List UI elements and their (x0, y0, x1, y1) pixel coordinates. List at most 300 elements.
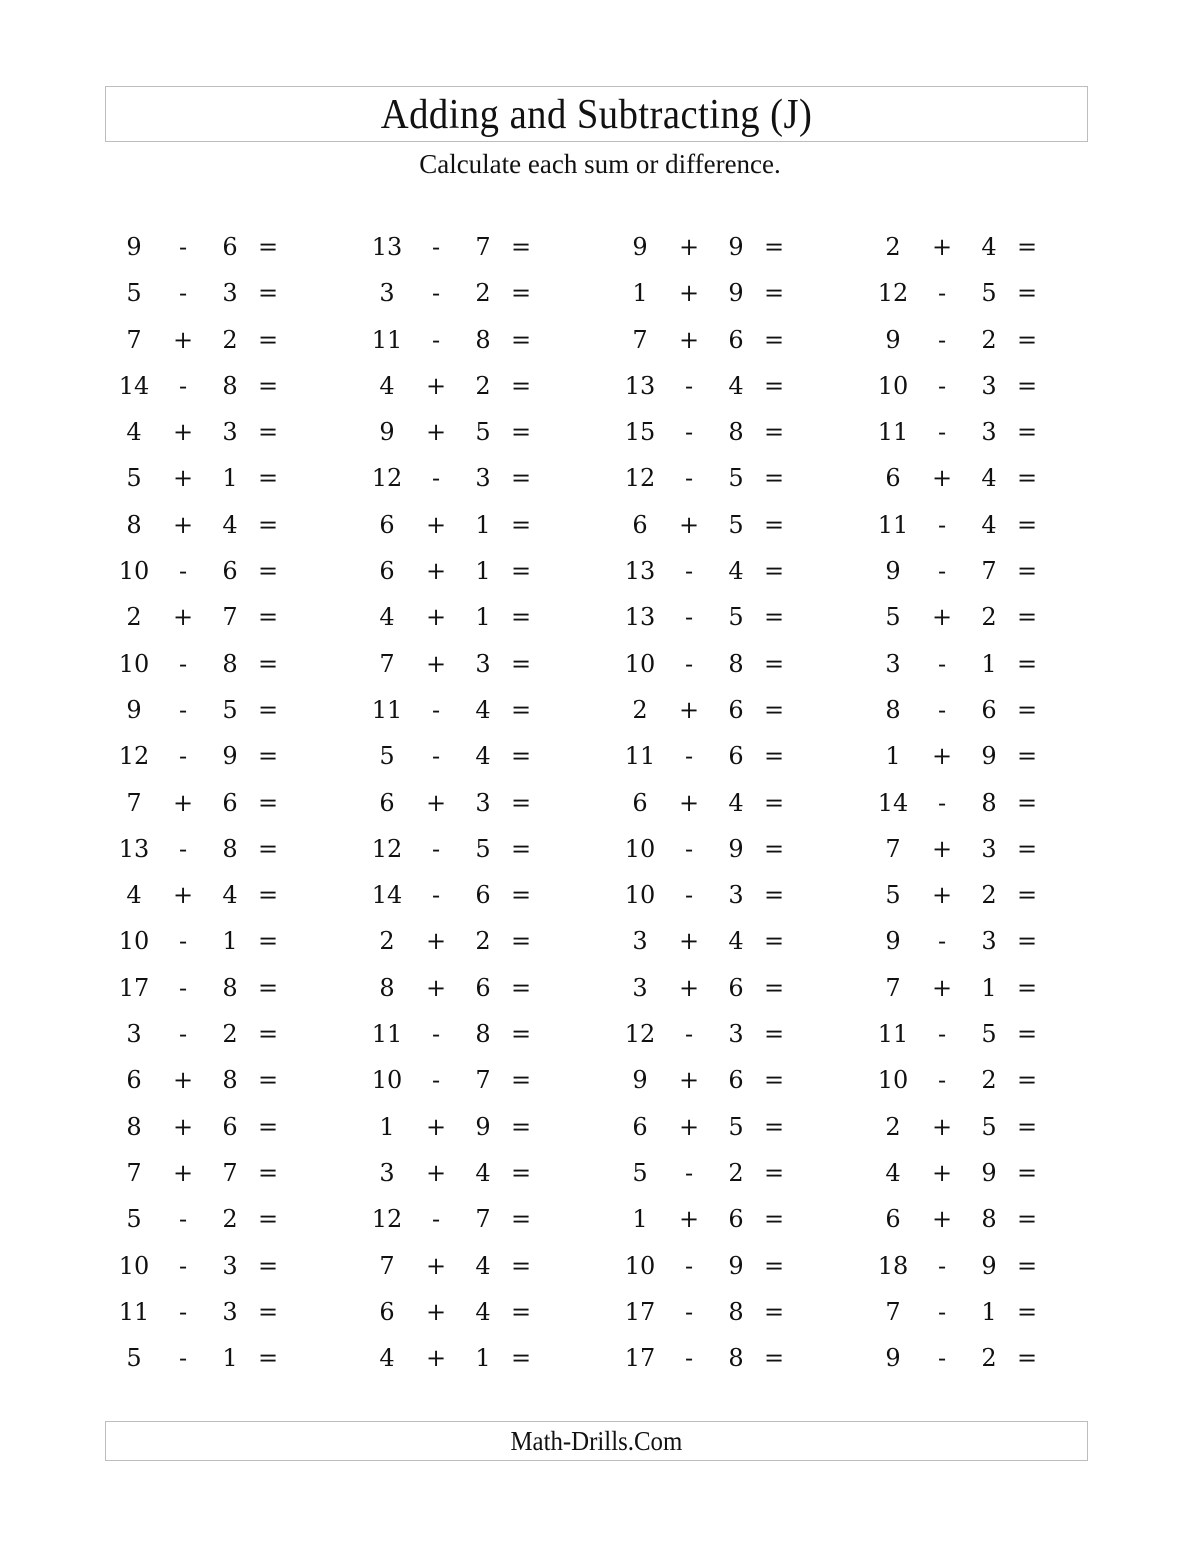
first-operand: 8 (126, 1112, 142, 1141)
equals-sign: = (257, 973, 279, 1002)
first-operand: 2 (632, 695, 648, 724)
problem-row (361, 224, 561, 270)
footer-brand: Math-Drills.Com (510, 1425, 683, 1456)
problem-row (361, 270, 561, 316)
operator: + (172, 464, 194, 493)
operator: + (425, 1344, 447, 1373)
problem-row (614, 641, 814, 687)
equals-sign: = (763, 603, 785, 632)
problem-column-1 (108, 224, 308, 1381)
problem-row (614, 548, 814, 594)
equals-sign: = (763, 1297, 785, 1326)
second-operand: 7 (475, 1066, 491, 1095)
first-operand: 17 (624, 1344, 656, 1373)
second-operand: 9 (728, 233, 744, 261)
second-operand: 6 (728, 695, 744, 724)
operator: - (178, 1205, 188, 1234)
equals-sign: = (257, 695, 279, 724)
problem-row (867, 918, 1067, 964)
problem-row (108, 1150, 308, 1196)
operator: - (937, 649, 947, 678)
operator: - (684, 1297, 694, 1326)
first-operand: 17 (624, 1297, 656, 1326)
operator: - (178, 834, 188, 863)
second-operand: 1 (475, 1344, 491, 1373)
first-operand: 3 (126, 1020, 142, 1049)
second-operand: 4 (222, 881, 238, 910)
problem-row (108, 641, 308, 687)
operator: - (178, 1020, 188, 1049)
instructions: Calculate each sum or difference. (419, 149, 781, 179)
first-operand: 9 (126, 233, 142, 261)
operator: + (931, 1112, 953, 1141)
second-operand: 1 (475, 510, 491, 539)
equals-sign: = (763, 233, 785, 261)
problem-row (614, 780, 814, 826)
equals-sign: = (257, 788, 279, 817)
equals-sign: = (1016, 1112, 1038, 1141)
first-operand: 9 (379, 418, 395, 447)
operator: - (178, 927, 188, 956)
equals-sign: = (763, 1344, 785, 1373)
problem-row (614, 918, 814, 964)
first-operand: 3 (632, 973, 648, 1002)
second-operand: 8 (222, 973, 238, 1002)
equals-sign: = (763, 1251, 785, 1280)
equals-sign: = (510, 1344, 532, 1373)
second-operand: 3 (222, 1297, 238, 1326)
first-operand: 8 (379, 973, 395, 1002)
equals-sign: = (257, 927, 279, 956)
first-operand: 10 (624, 1251, 656, 1280)
second-operand: 4 (475, 742, 491, 771)
operator: + (425, 973, 447, 1002)
problem-row (867, 1011, 1067, 1057)
second-operand: 7 (222, 1158, 238, 1187)
first-operand: 1 (632, 279, 648, 308)
equals-sign: = (257, 1112, 279, 1141)
operator: - (684, 1251, 694, 1280)
first-operand: 6 (632, 1112, 648, 1141)
problem-row (108, 780, 308, 826)
second-operand: 6 (222, 233, 238, 261)
first-operand: 14 (371, 881, 403, 910)
equals-sign: = (1016, 1158, 1038, 1187)
first-operand: 6 (885, 1205, 901, 1234)
first-operand: 4 (379, 371, 395, 400)
second-operand: 3 (981, 418, 997, 447)
first-operand: 6 (379, 557, 395, 586)
equals-sign: = (257, 557, 279, 586)
first-operand: 3 (379, 1158, 395, 1187)
equals-sign: = (763, 788, 785, 817)
operator: - (431, 695, 441, 724)
second-operand: 8 (222, 834, 238, 863)
problem-row (108, 733, 308, 779)
problem-row (108, 455, 308, 501)
first-operand: 9 (126, 695, 142, 724)
first-operand: 10 (624, 881, 656, 910)
operator: + (425, 557, 447, 586)
second-operand: 2 (981, 325, 997, 354)
equals-sign: = (257, 418, 279, 447)
problem-row (361, 918, 561, 964)
operator: + (425, 418, 447, 447)
problem-row (361, 409, 561, 455)
problem-row (614, 594, 814, 640)
operator: - (684, 418, 694, 447)
first-operand: 11 (371, 695, 403, 724)
second-operand: 4 (475, 1297, 491, 1326)
second-operand: 6 (475, 881, 491, 910)
equals-sign: = (257, 603, 279, 632)
second-operand: 3 (475, 649, 491, 678)
first-operand: 2 (379, 927, 395, 956)
equals-sign: = (257, 742, 279, 771)
second-operand: 6 (222, 788, 238, 817)
equals-sign: = (510, 834, 532, 863)
equals-sign: = (1016, 510, 1038, 539)
operator: - (937, 279, 947, 308)
problem-row (867, 224, 1067, 270)
first-operand: 1 (885, 742, 901, 771)
second-operand: 6 (728, 742, 744, 771)
operator: + (425, 603, 447, 632)
first-operand: 7 (885, 1297, 901, 1326)
operator: - (937, 557, 947, 586)
problem-row (867, 409, 1067, 455)
first-operand: 13 (371, 233, 403, 261)
problem-row (614, 502, 814, 548)
second-operand: 5 (222, 695, 238, 724)
second-operand: 4 (728, 557, 744, 586)
second-operand: 6 (728, 1066, 744, 1095)
equals-sign: = (257, 1158, 279, 1187)
operator: + (678, 927, 700, 956)
second-operand: 4 (728, 927, 744, 956)
first-operand: 9 (885, 325, 901, 354)
second-operand: 1 (981, 1297, 997, 1326)
equals-sign: = (763, 742, 785, 771)
operator: - (178, 1344, 188, 1373)
first-operand: 5 (379, 742, 395, 771)
first-operand: 7 (379, 649, 395, 678)
second-operand: 5 (981, 1112, 997, 1141)
operator: - (937, 1344, 947, 1373)
problem-row (108, 1196, 308, 1242)
second-operand: 1 (981, 649, 997, 678)
operator: - (178, 649, 188, 678)
first-operand: 11 (877, 510, 909, 539)
second-operand: 8 (981, 788, 997, 817)
second-operand: 1 (981, 973, 997, 1002)
problem-row (867, 733, 1067, 779)
operator: - (684, 881, 694, 910)
first-operand: 11 (371, 325, 403, 354)
second-operand: 3 (475, 788, 491, 817)
equals-sign: = (510, 1112, 532, 1141)
second-operand: 3 (475, 464, 491, 493)
first-operand: 6 (126, 1066, 142, 1095)
problem-row (867, 872, 1067, 918)
operator: - (178, 233, 188, 261)
first-operand: 10 (624, 649, 656, 678)
problem-row (614, 1150, 814, 1196)
first-operand: 1 (632, 1205, 648, 1234)
problem-row (108, 409, 308, 455)
operator: - (178, 742, 188, 771)
first-operand: 7 (126, 325, 142, 354)
first-operand: 7 (379, 1251, 395, 1280)
problem-row (867, 687, 1067, 733)
first-operand: 14 (118, 371, 150, 400)
equals-sign: = (763, 881, 785, 910)
second-operand: 1 (475, 557, 491, 586)
operator: + (931, 603, 953, 632)
second-operand: 4 (981, 233, 997, 261)
problem-row (614, 270, 814, 316)
first-operand: 6 (632, 510, 648, 539)
problem-row (614, 1057, 814, 1103)
equals-sign: = (257, 233, 279, 261)
equals-sign: = (257, 325, 279, 354)
problem-row (614, 1104, 814, 1150)
operator: - (937, 1251, 947, 1280)
problem-row (108, 548, 308, 594)
equals-sign: = (763, 325, 785, 354)
second-operand: 5 (981, 1020, 997, 1049)
operator: + (931, 834, 953, 863)
equals-sign: = (257, 1297, 279, 1326)
problem-row (361, 363, 561, 409)
equals-sign: = (257, 1020, 279, 1049)
problem-row (361, 687, 561, 733)
problem-row (614, 1011, 814, 1057)
operator: + (931, 881, 953, 910)
equals-sign: = (257, 464, 279, 493)
problem-row (867, 363, 1067, 409)
second-operand: 8 (728, 1344, 744, 1373)
second-operand: 8 (222, 371, 238, 400)
operator: + (931, 742, 953, 771)
equals-sign: = (510, 1158, 532, 1187)
second-operand: 2 (475, 927, 491, 956)
operator: - (937, 695, 947, 724)
problem-row (108, 918, 308, 964)
equals-sign: = (1016, 649, 1038, 678)
equals-sign: = (763, 279, 785, 308)
equals-sign: = (257, 279, 279, 308)
problem-row (867, 455, 1067, 501)
problem-row (361, 1243, 561, 1289)
second-operand: 6 (222, 1112, 238, 1141)
second-operand: 3 (981, 834, 997, 863)
equals-sign: = (1016, 788, 1038, 817)
first-operand: 11 (624, 742, 656, 771)
first-operand: 11 (877, 418, 909, 447)
problem-column-4 (867, 224, 1067, 1381)
second-operand: 5 (981, 279, 997, 308)
second-operand: 1 (222, 464, 238, 493)
first-operand: 5 (632, 1158, 648, 1187)
equals-sign: = (1016, 695, 1038, 724)
problem-row (361, 594, 561, 640)
equals-sign: = (257, 1251, 279, 1280)
operator: - (684, 371, 694, 400)
problem-row (361, 502, 561, 548)
operator: - (178, 1297, 188, 1326)
second-operand: 9 (981, 1251, 997, 1280)
equals-sign: = (1016, 1251, 1038, 1280)
second-operand: 3 (981, 927, 997, 956)
title-box (105, 86, 1088, 142)
equals-sign: = (1016, 1205, 1038, 1234)
operator: - (684, 742, 694, 771)
problem-row (361, 965, 561, 1011)
problem-row (614, 1335, 814, 1381)
second-operand: 5 (475, 834, 491, 863)
operator: + (678, 510, 700, 539)
first-operand: 9 (885, 1344, 901, 1373)
operator: - (684, 1020, 694, 1049)
operator: + (425, 1297, 447, 1326)
second-operand: 9 (981, 1158, 997, 1187)
problem-row (361, 548, 561, 594)
second-operand: 8 (222, 649, 238, 678)
operator: + (678, 325, 700, 354)
equals-sign: = (257, 371, 279, 400)
equals-sign: = (1016, 603, 1038, 632)
second-operand: 6 (728, 325, 744, 354)
equals-sign: = (510, 418, 532, 447)
second-operand: 7 (981, 557, 997, 586)
equals-sign: = (1016, 233, 1038, 261)
first-operand: 12 (371, 834, 403, 863)
operator: + (931, 1158, 953, 1187)
problem-row (361, 1196, 561, 1242)
first-operand: 2 (126, 603, 142, 632)
second-operand: 1 (222, 1344, 238, 1373)
equals-sign: = (510, 695, 532, 724)
operator: - (684, 1344, 694, 1373)
first-operand: 12 (371, 1205, 403, 1234)
problem-row (614, 872, 814, 918)
problem-row (614, 1196, 814, 1242)
problem-row (108, 1011, 308, 1057)
second-operand: 2 (728, 1158, 744, 1187)
second-operand: 8 (728, 418, 744, 447)
operator: - (937, 1066, 947, 1095)
operator: + (172, 1066, 194, 1095)
problem-row (867, 1104, 1067, 1150)
second-operand: 9 (475, 1112, 491, 1141)
problem-row (108, 1057, 308, 1103)
footer-box (105, 1421, 1088, 1461)
equals-sign: = (510, 927, 532, 956)
second-operand: 9 (728, 834, 744, 863)
problem-row (108, 1289, 308, 1335)
equals-sign: = (510, 649, 532, 678)
second-operand: 8 (981, 1205, 997, 1234)
first-operand: 1 (379, 1112, 395, 1141)
equals-sign: = (763, 510, 785, 539)
equals-sign: = (257, 834, 279, 863)
second-operand: 3 (222, 418, 238, 447)
problem-row (867, 1057, 1067, 1103)
problem-row (108, 270, 308, 316)
operator: - (684, 557, 694, 586)
problem-row (867, 548, 1067, 594)
second-operand: 7 (475, 1205, 491, 1234)
equals-sign: = (1016, 927, 1038, 956)
problem-row (867, 780, 1067, 826)
problem-row (614, 1289, 814, 1335)
first-operand: 4 (379, 1344, 395, 1373)
problem-row (867, 1150, 1067, 1196)
equals-sign: = (763, 418, 785, 447)
equals-sign: = (510, 1066, 532, 1095)
equals-sign: = (763, 371, 785, 400)
first-operand: 12 (877, 279, 909, 308)
operator: + (678, 695, 700, 724)
operator: + (172, 881, 194, 910)
first-operand: 6 (379, 1297, 395, 1326)
operator: - (178, 371, 188, 400)
first-operand: 7 (126, 1158, 142, 1187)
first-operand: 2 (885, 1112, 901, 1141)
equals-sign: = (510, 1020, 532, 1049)
first-operand: 8 (885, 695, 901, 724)
equals-sign: = (763, 649, 785, 678)
equals-sign: = (763, 557, 785, 586)
problem-row (108, 687, 308, 733)
second-operand: 3 (222, 279, 238, 308)
operator: - (431, 1066, 441, 1095)
second-operand: 6 (728, 973, 744, 1002)
second-operand: 1 (222, 927, 238, 956)
second-operand: 8 (222, 1066, 238, 1095)
first-operand: 7 (885, 973, 901, 1002)
equals-sign: = (510, 510, 532, 539)
second-operand: 6 (981, 695, 997, 724)
equals-sign: = (257, 510, 279, 539)
second-operand: 5 (728, 464, 744, 493)
problem-row (614, 409, 814, 455)
first-operand: 10 (118, 557, 150, 586)
operator: + (425, 649, 447, 678)
operator: + (172, 603, 194, 632)
second-operand: 4 (475, 1251, 491, 1280)
operator: + (931, 973, 953, 1002)
equals-sign: = (510, 603, 532, 632)
second-operand: 5 (728, 510, 744, 539)
operator: + (678, 233, 700, 261)
first-operand: 5 (885, 881, 901, 910)
second-operand: 8 (728, 1297, 744, 1326)
second-operand: 3 (981, 371, 997, 400)
second-operand: 2 (475, 371, 491, 400)
operator: - (431, 1020, 441, 1049)
first-operand: 10 (877, 371, 909, 400)
operator: + (678, 788, 700, 817)
problem-row (361, 733, 561, 779)
first-operand: 11 (371, 1020, 403, 1049)
operator: - (178, 279, 188, 308)
problem-row (614, 317, 814, 363)
operator: - (431, 881, 441, 910)
equals-sign: = (510, 371, 532, 400)
problem-row (867, 317, 1067, 363)
